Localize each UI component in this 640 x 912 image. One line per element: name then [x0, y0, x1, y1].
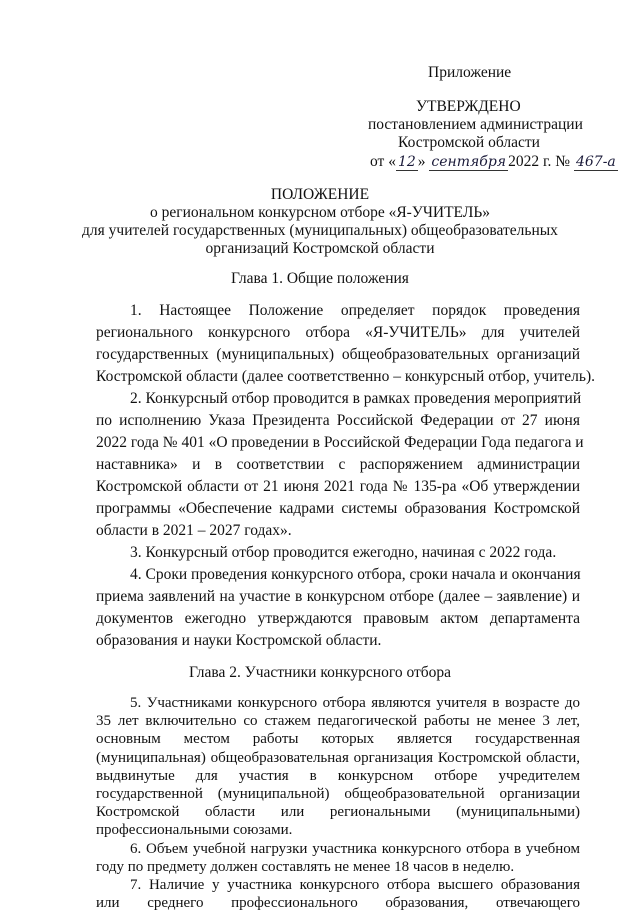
paragraph-line: выдвинутые для участия в конкурсном отборе учредителем: [96, 767, 580, 784]
paragraph-line: Костромской области от 21 июня 2021 года № 135-ра «Об утверждении: [96, 478, 580, 495]
paragraph-line: 3. Конкурсный отбор проводится ежегодно, начиная с 2022 года.: [130, 544, 557, 561]
chapter-2-heading: Глава 2. Участники конкурсного отбора: [188, 664, 452, 681]
handwritten-month: сентября: [431, 154, 507, 170]
paragraph-line: 2022 года № 401 «О проведении в Российской Федерации Года педагога и: [96, 434, 584, 451]
handwritten-number: 467-а: [575, 154, 616, 170]
paragraph-line: программы «Обеспечение кадрами системы образования Костромской: [96, 500, 580, 517]
chapter-1-heading: Глава 1. Общие положения: [231, 270, 409, 287]
paragraph-line: по исполнению Указа Президента Российской Федерации от 27 июня: [96, 412, 580, 429]
paragraph-line: области в 2021 – 2027 годах».: [96, 522, 292, 539]
paragraph-line: документов ежегодно утверждаются правовым актом департамента: [96, 610, 580, 627]
paragraph-line: 5. Участниками конкурсного отбора являются учителя в возрасте до: [130, 695, 580, 711]
paragraph-line: образования и науки Костромской области.: [96, 632, 382, 649]
approved-region-line: Костромской области: [398, 134, 540, 151]
paragraph-line: 1. Настоящее Положение определяет порядок проведения: [130, 302, 580, 319]
paragraph-line: Костромской области (далее соответственно – конкурсный отбор, учитель).: [96, 368, 595, 385]
doc-title: ПОЛОЖЕНИЕ: [270, 186, 370, 203]
date-year: 2022 г. №: [508, 153, 571, 170]
doc-subtitle-1: о региональном конкурсном отборе «Я-УЧИТЕЛЬ»: [150, 204, 490, 221]
date-mid: »: [417, 153, 430, 170]
approval-date-line: [370, 153, 618, 171]
paragraph-line: 2. Конкурсный отбор проводится в рамках проведения мероприятий: [130, 390, 582, 407]
paragraph-line: 6. Объем учебной нагрузки участника конкурсного отбора в учебном: [130, 840, 580, 857]
paragraph-line: профессиональными союзами.: [96, 822, 293, 839]
paragraph-line: году по предмету должен составлять не менее 18 часов в неделю.: [96, 858, 515, 875]
paragraph-line: 35 лет включительно со стажем педагогической работы не менее 3 лет,: [96, 713, 580, 730]
paragraph-line: 4. Сроки проведения конкурсного отбора, сроки начала и окончания: [130, 566, 581, 583]
paragraph-line: основным местом работы которых является государственная: [96, 731, 580, 748]
paragraph-line: наставника» и в соответствии с распоряжением администрации: [96, 456, 580, 473]
paragraph-line: приема заявлений на участие в конкурсном отборе (далее – заявление) и: [96, 588, 580, 605]
paragraph-line: государственных (муниципальных) общеобразовательных организаций: [96, 346, 580, 363]
date-prefix: от «: [370, 153, 396, 170]
handwritten-day: 12: [397, 154, 416, 170]
paragraph-line: государственной (муниципальной) общеобразовательной организации: [96, 786, 580, 802]
paragraph-line: или среднего профессионального образования, отвечающего: [96, 895, 580, 912]
doc-subtitle-3: организаций Костромской области: [205, 240, 435, 257]
approved-label: УТВЕРЖДЕНО: [416, 98, 521, 115]
paragraph-line: регионального конкурсного отбора «Я-УЧИТЕЛЬ» для учителей: [96, 324, 580, 341]
doc-subtitle-2: для учителей государственных (муниципальных) общеобразовательных: [82, 222, 558, 239]
paragraph-line: Костромской области или региональными (муниципальными): [96, 804, 580, 821]
approved-by-line: постановлением администрации: [368, 116, 583, 133]
appendix-label: Приложение: [428, 64, 512, 81]
paragraph-line: 7. Наличие у участника конкурсного отбора высшего образования: [130, 877, 580, 893]
paragraph-line: (муниципальная) общеобразовательная организация Костромской области,: [96, 749, 580, 766]
